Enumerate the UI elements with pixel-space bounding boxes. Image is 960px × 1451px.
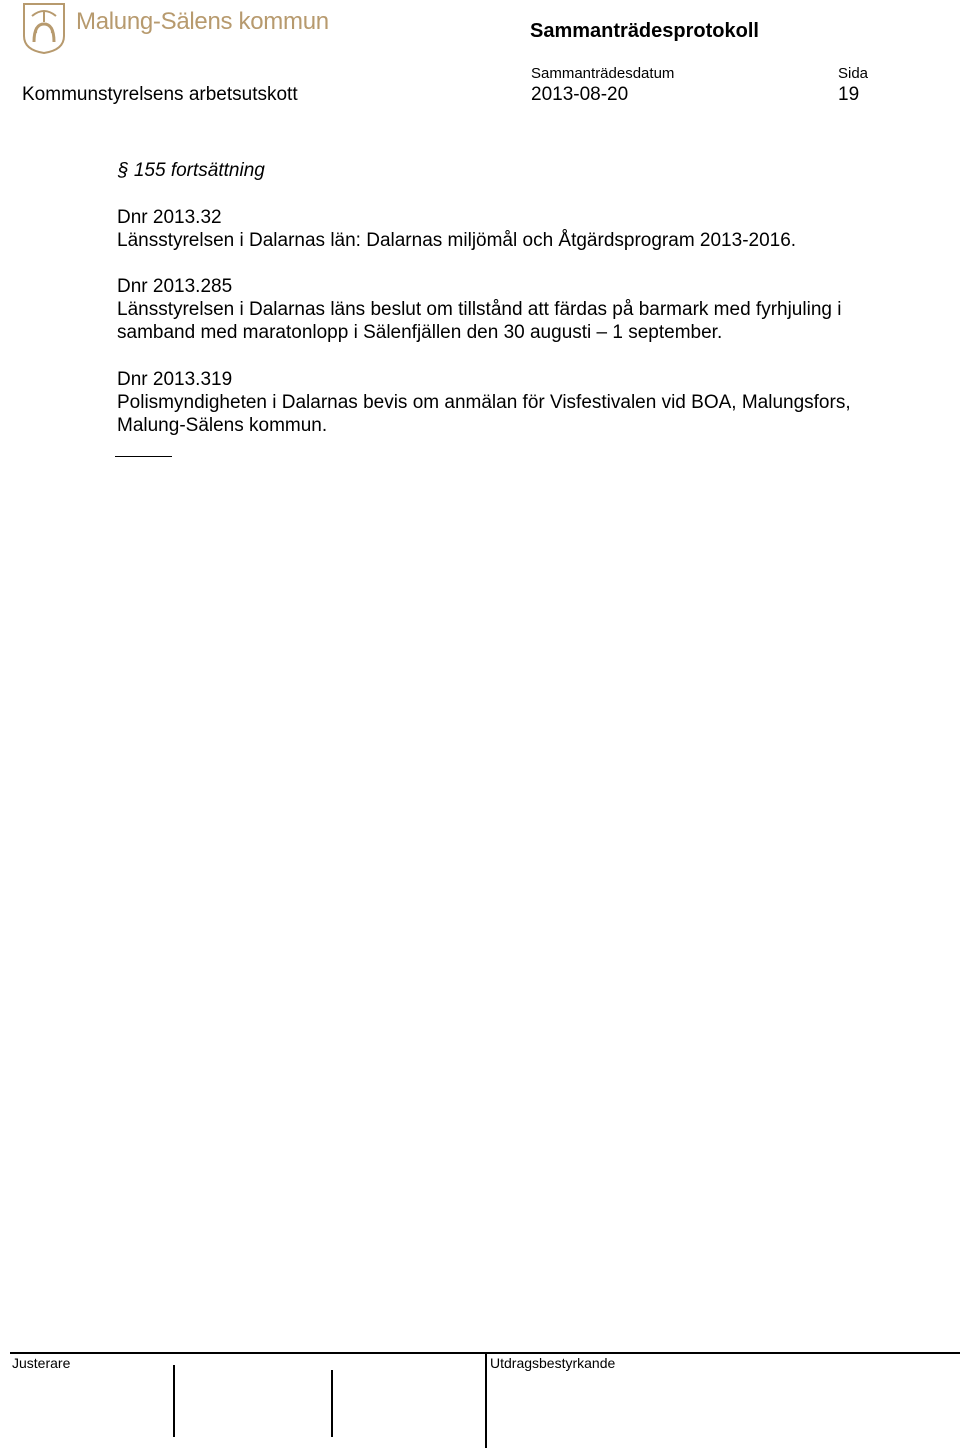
item-text-line: Polismyndigheten i Dalarnas bevis om anmälan för Visfestivalen vid BOA, Malungsfors,: [117, 392, 851, 413]
section-end-rule: [115, 456, 172, 457]
item-dnr: Dnr 2013.319: [117, 369, 233, 390]
document-type-title: Sammanträdesprotokoll: [530, 20, 759, 42]
municipality-crest-icon: [22, 2, 66, 54]
section-title: 155 fortsättning: [133, 160, 265, 181]
agenda-item: [117, 368, 917, 437]
item-text-line: samband med maratonlopp i Sälenfjällen den 30 augusti – 1 september.: [117, 322, 723, 343]
meeting-date: 2013-08-20: [531, 84, 629, 105]
item-dnr: Dnr 2013.285: [117, 276, 233, 297]
section-heading: [118, 160, 265, 182]
item-text-line: Länsstyrelsen i Dalarnas län: Dalarnas miljömål och Åtgärdsprogram 2013-2016.: [117, 230, 797, 251]
meeting-date-label: Sammanträdesdatum: [531, 65, 675, 82]
organization-name: Malung-Sälens kommun: [76, 8, 329, 35]
agenda-item: [117, 206, 917, 252]
item-text-line: Länsstyrelsen i Dalarnas läns beslut om tillstånd att färdas på barmark med fyrhjuling i: [117, 299, 842, 320]
item-text-line: Malung-Sälens kommun.: [117, 415, 328, 436]
committee-name: Kommunstyrelsens arbetsutskott: [22, 84, 298, 105]
page-number: 19: [838, 84, 860, 105]
utdragsbestyrkande-label: Utdragsbestyrkande: [490, 1355, 616, 1371]
signature-divider: [173, 1365, 175, 1437]
item-dnr: Dnr 2013.32: [117, 207, 222, 228]
agenda-item: [117, 275, 917, 344]
paragraph-symbol: §: [118, 160, 129, 181]
signature-divider: [331, 1370, 333, 1437]
footer-column-divider: [485, 1352, 487, 1448]
page-label: Sida: [838, 65, 869, 82]
justerare-label: Justerare: [12, 1355, 71, 1371]
